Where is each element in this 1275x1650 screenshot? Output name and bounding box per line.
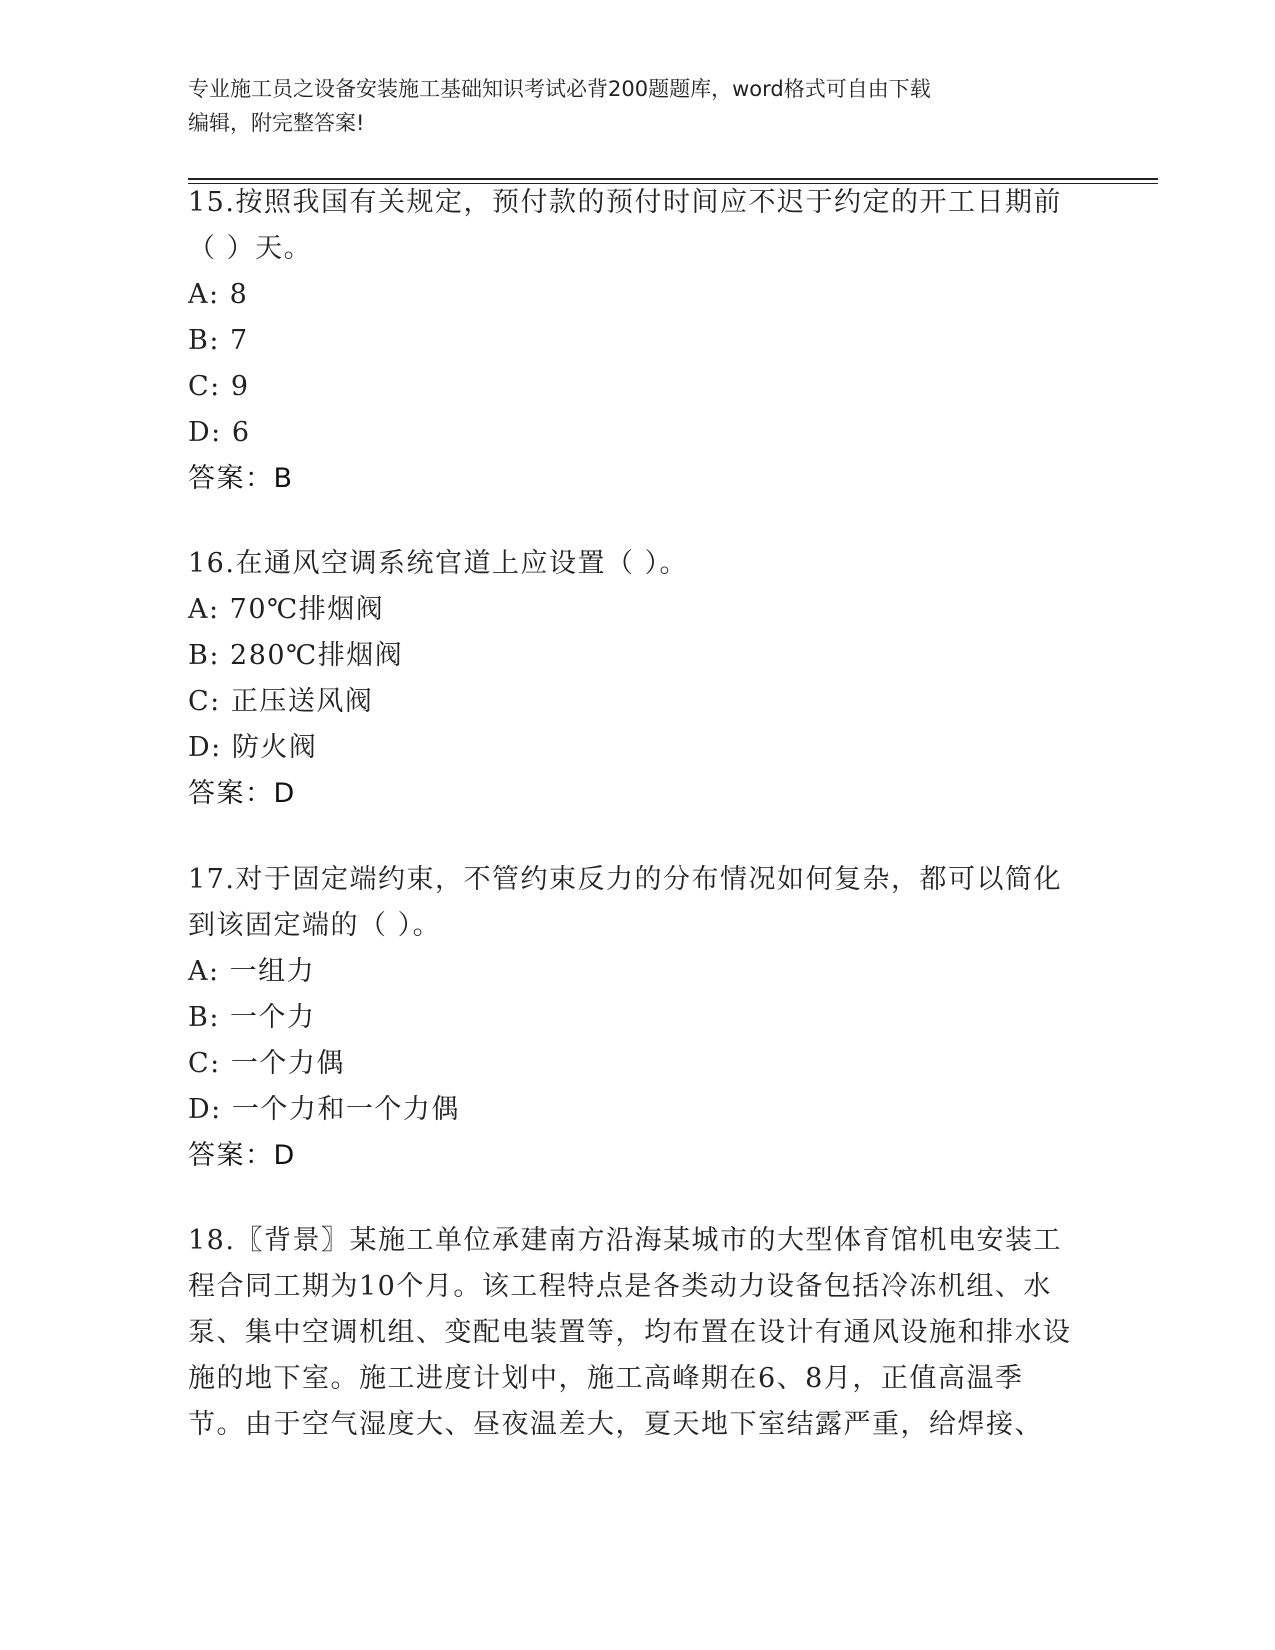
option-d: D: 6 [188, 417, 251, 448]
answer: 答案：D [188, 778, 296, 809]
question-16 [188, 541, 1078, 817]
option-d: D: 防火阀 [188, 732, 318, 763]
question-stem: 15.按照我国有关规定，预付款的预付时间应不迟于约定的开工日期前（ ）天。 [188, 187, 1062, 264]
question-stem: 17.对于固定端约束，不管约束反力的分布情况如何复杂，都可以简化到该固定端的（ ）。 [188, 864, 1062, 941]
option-b: B: 7 [188, 325, 249, 356]
option-d: D: 一个力和一个力偶 [188, 1094, 460, 1125]
answer: 答案：B [188, 463, 294, 494]
answer: 答案：D [188, 1140, 296, 1171]
document-header [188, 72, 1088, 140]
option-b: B: 280℃排烟阀 [188, 640, 404, 671]
option-c: C: 9 [188, 371, 250, 402]
option-a: A: 8 [188, 279, 249, 310]
option-c: C: 正压送风阀 [188, 686, 374, 717]
question-stem: 16.在通风空调系统官道上应设置（ ）。 [188, 548, 689, 579]
option-a: A: 一组力 [188, 956, 316, 987]
option-c: C: 一个力偶 [188, 1048, 345, 1079]
header-line-2: 编辑，附完整答案! [188, 111, 365, 135]
question-15 [188, 180, 1078, 502]
option-a: A: 70℃排烟阀 [188, 594, 385, 625]
header-line-1: 专业施工员之设备安装施工基础知识考试必背200题题库，word格式可自由下载 [188, 77, 931, 101]
question-18 [188, 1218, 1078, 1448]
option-b: B: 一个力 [188, 1002, 316, 1033]
question-17 [188, 857, 1078, 1179]
question-stem: 18.〖背景〗某施工单位承建南方沿海某城市的大型体育馆机电安装工程合同工期为10个月。该工程特点是各类动力设备包括冷冻机组、水泵、集中空调机组、变配电装置等，均布置在设计有通风设施和排水设施的地下室。施工进度计划中，施工高峰期在6、8月，正值高温季节。由于空气湿度大、昼夜温差大，夏天地下室结露严重，给焊接、 [188, 1225, 1072, 1440]
